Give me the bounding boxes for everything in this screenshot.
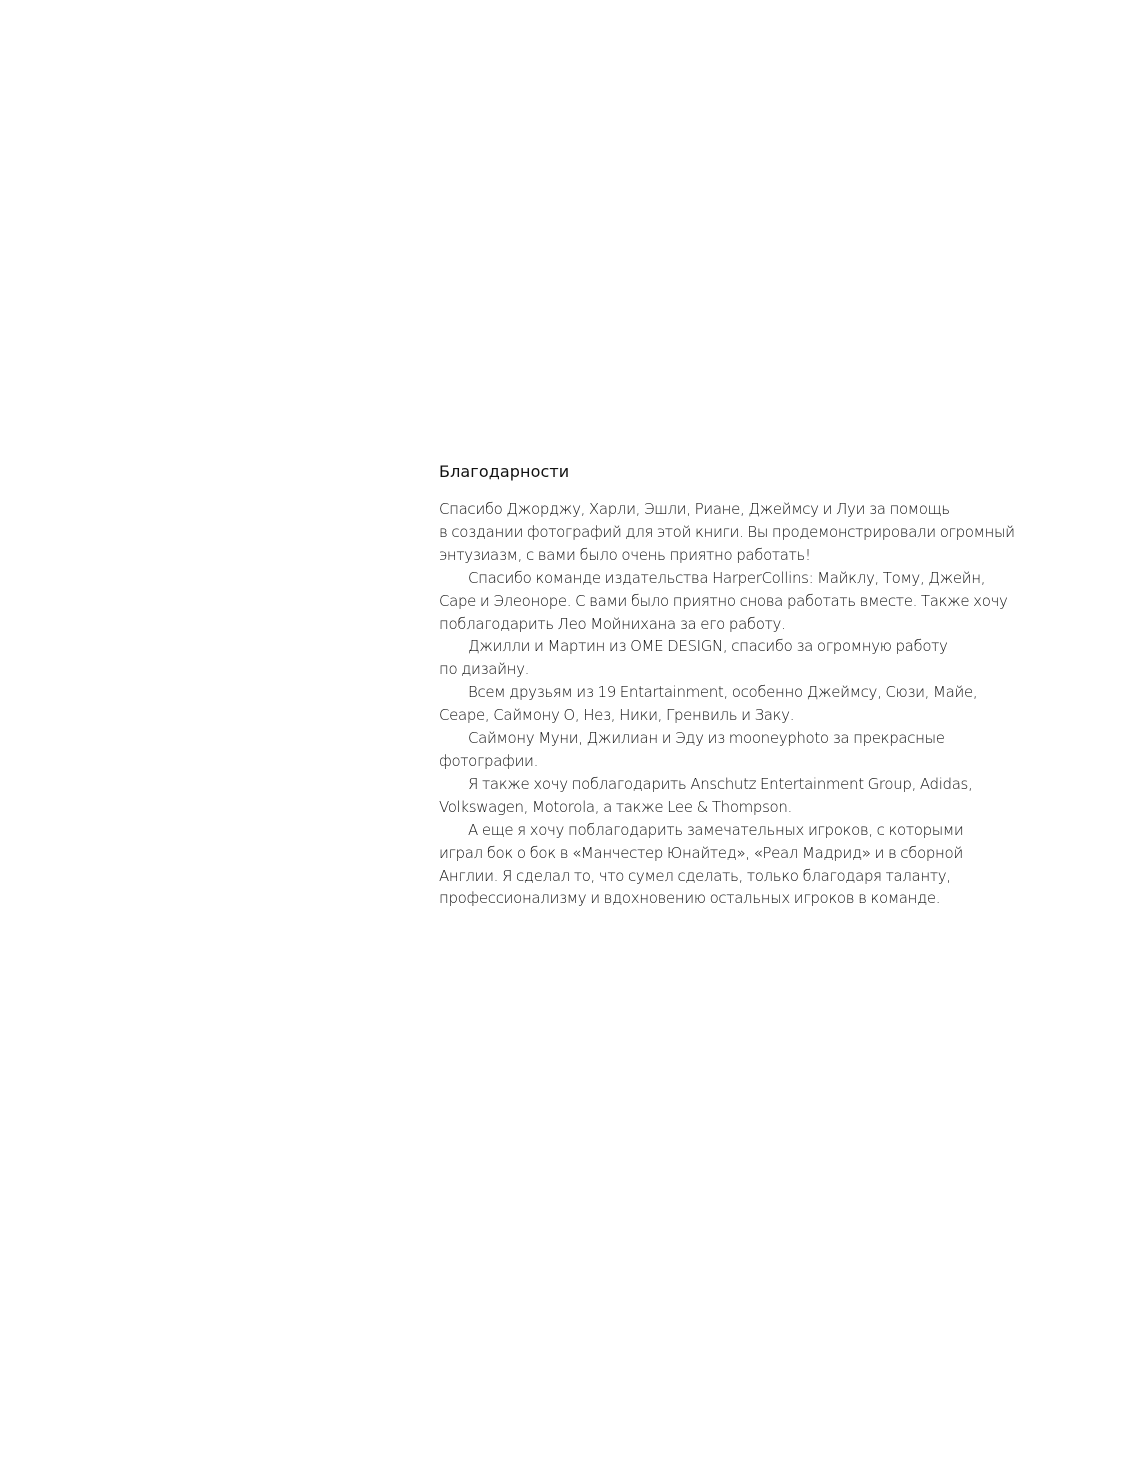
acknowledgements-body (439, 498, 1079, 910)
paragraph-line: энтузиазм, с вами было очень приятно работать! (439, 545, 811, 564)
paragraph-line: Сеаре, Саймону О, Нез, Ники, Гренвиль и Заку. (439, 706, 795, 725)
acknowledgement-paragraph (439, 635, 1079, 681)
paragraph-line: Я также хочу поблагодарить Anschutz Entertainment Group, Adidas, (468, 774, 973, 793)
acknowledgement-paragraph (439, 681, 1079, 727)
acknowledgement-paragraph (439, 727, 1079, 773)
acknowledgement-paragraph (439, 773, 1079, 819)
paragraph-line: Спасибо Джорджу, Харли, Эшли, Риане, Джеймсу и Луи за помощь (439, 500, 950, 518)
paragraph-line: Volkswagen, Motorola, а также Lee & Thompson. (439, 797, 792, 816)
acknowledgement-paragraph (439, 498, 1079, 567)
paragraph-line: профессионализму и вдохновению остальных игроков в команде. (439, 889, 941, 908)
paragraph-line: Джилли и Мартин из OME DESIGN, спасибо за огромную работу (468, 637, 948, 656)
paragraph-line: по дизайну. (439, 660, 530, 679)
paragraph-line: Саре и Элеоноре. С вами было приятно снова работать вместе. Также хочу (439, 591, 1008, 610)
acknowledgements-heading: Благодарности (439, 462, 570, 481)
paragraph-line: Англии. Я сделал то, что сумел сделать, только благодаря таланту, (439, 866, 951, 885)
acknowledgement-paragraph (439, 567, 1079, 636)
acknowledgement-paragraph (439, 819, 1079, 911)
acknowledgements-section (439, 460, 1079, 910)
paragraph-line: А еще я хочу поблагодарить замечательных игроков, с которыми (468, 820, 964, 839)
paragraph-line: Саймону Муни, Джилиан и Эду из mooneyphoto за прекрасные (468, 729, 945, 748)
paragraph-line: играл бок о бок в «Манчестер Юнайтед», «Реал Мадрид» и в сборной (439, 843, 963, 862)
paragraph-line: фотографии. (439, 751, 538, 770)
paragraph-line: поблагодарить Лео Мойнихана за его работу. (439, 614, 786, 633)
paragraph-line: в создании фотографий для этой книги. Вы продемонстрировали огромный (439, 522, 1015, 541)
paragraph-line: Всем друзьям из 19 Entartainment, особенно Джеймсу, Сюзи, Майе, (468, 683, 978, 702)
paragraph-line: Спасибо команде издательства HarperCollins: Майклу, Тому, Джейн, (468, 568, 986, 587)
